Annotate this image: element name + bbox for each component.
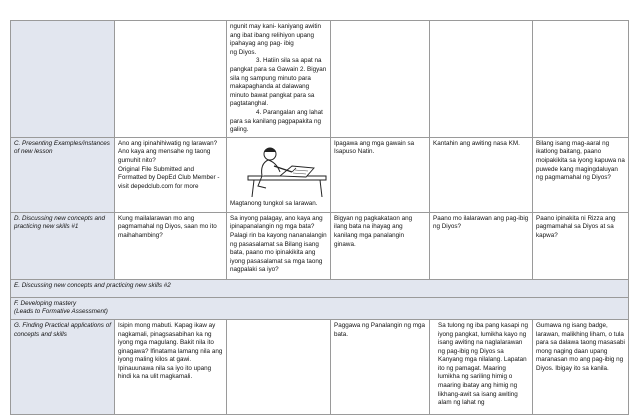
lesson-plan-table <box>10 20 629 415</box>
table-cell: Ipagawa ang mga gawain sa Isapuso Natin. <box>331 137 430 212</box>
row-label: C. Presenting Examples/instances of new lesson <box>11 137 115 212</box>
table-cell: Sa inyong palagay, ano kaya ang ipinapanalangin ng mga bata? Palagi rin ba kayong nananalangin ng pasasalamat sa Bilang isang bata, paano mo ipinakikita ang iyong pasasalamat sa mga taong nagpalaki sa iyo? <box>227 212 331 279</box>
table-cell <box>115 21 227 138</box>
row-label: G. Finding Practical applications of concepts and skills <box>11 319 115 414</box>
table-cell: Sa tulong ng iba pang kasapi ng iyong pangkat, lumikha kayo ng isang awiting na naglalarawan ng pag-ibig ng Diyos sa Kanyang mga nilalang. Lapatan ito ng pamagat. Maaring lumikha ng sariling himig o maaring ibatay ang himig ng likhang-awit sa isang awiting alam ng lahat ng <box>430 319 533 414</box>
table-cell <box>533 21 629 138</box>
table-row-developing-mastery <box>11 297 629 319</box>
table-cell <box>227 21 331 138</box>
table-cell: Bilang isang mag-aaral ng ikatlong baitang, paano moipakikita sa iyong kapuwa na puwede kang magingdaluyan ng pagmamahal ng Diyos? <box>533 137 629 212</box>
table-cell: Paano ipinakita ni Rizza ang pagmamahal sa Diyos at sa kapwa? <box>533 212 629 279</box>
row-label: D. Discussing new concepts and practicing new skills #1 <box>11 212 115 279</box>
table-row-practical-applications <box>11 319 629 414</box>
row-label <box>11 21 115 138</box>
person-writing-illustration <box>240 142 331 198</box>
table-row-discussing-1 <box>11 212 629 279</box>
table-cell: Isipin mong mabuti. Kapag ikaw ay nagkamali, pinagsasabihan ka ng iyong mga magulang. Bakit nila ito ginagawa? Ifinatama lamang nila ang iyong maling kilos at gawi. Ipinauunawa nila sa iyo ito upang hindi ka na ulit magkamali. <box>115 319 227 414</box>
step-4-text: 4. Parangalan ang lahat para sa kanilang pagpapakita ng galing. <box>230 108 323 134</box>
step-3-text: 3. Hatiin sila sa apat na pangkat para sa Gawain 2. Bigyan sila ng sampung minuto para makapaghanda at dalawang minuto bawat pangkat para sa pagtatanghal. <box>230 57 327 108</box>
table-cell: Bigyan ng pagkakataon ang ilang bata na ihayag ang kanilang mga panalangin ginawa. <box>331 212 430 279</box>
table-cell: Kantahin ang awiting nasa KM. <box>430 137 533 212</box>
table-cell: Paggawa ng Panalangin ng mga bata. <box>331 319 430 414</box>
table-row-continuation <box>11 21 629 138</box>
continuation-text: ngunit may kani- kaniyang awitin ang ibat ibang relihiyon upang ipahayag ang pag- ibig ng Diyos. <box>230 23 322 56</box>
row-label: E. Discussing new concepts and practicing new skills #2 <box>11 279 629 297</box>
table-cell <box>331 21 430 138</box>
table-row-presenting-examples <box>11 137 629 212</box>
table-cell: Kung mailalarawan mo ang pagmamahal ng Diyos, saan mo ito maihahambing? <box>115 212 227 279</box>
table-cell <box>227 137 331 212</box>
table-cell: Ano ang ipinahihiwatig ng larawan? Ano kaya ang mensahe ng taong gumuhit nito? Original File Submitted and Formatted by DepEd Club Member - visit depedclub.com for more <box>115 137 227 212</box>
illustration-caption: Magtanong tungkol sa larawan. <box>230 199 318 207</box>
table-cell <box>227 319 331 414</box>
row-label: F. Developing mastery (Leads to Formative Assessment) <box>11 297 629 319</box>
table-cell: Paano mo ilalarawan ang pag-ibig ng Diyos? <box>430 212 533 279</box>
table-row-discussing-2 <box>11 279 629 297</box>
table-cell <box>430 21 533 138</box>
table-cell: Gumawa ng isang badge, larawan, malikhing liham, o tula para sa dalawa taong masasabi mong naging daan upang maranasan mo ang pag-ibig ng Diyos. Ibigay ito sa kanila. <box>533 319 629 414</box>
